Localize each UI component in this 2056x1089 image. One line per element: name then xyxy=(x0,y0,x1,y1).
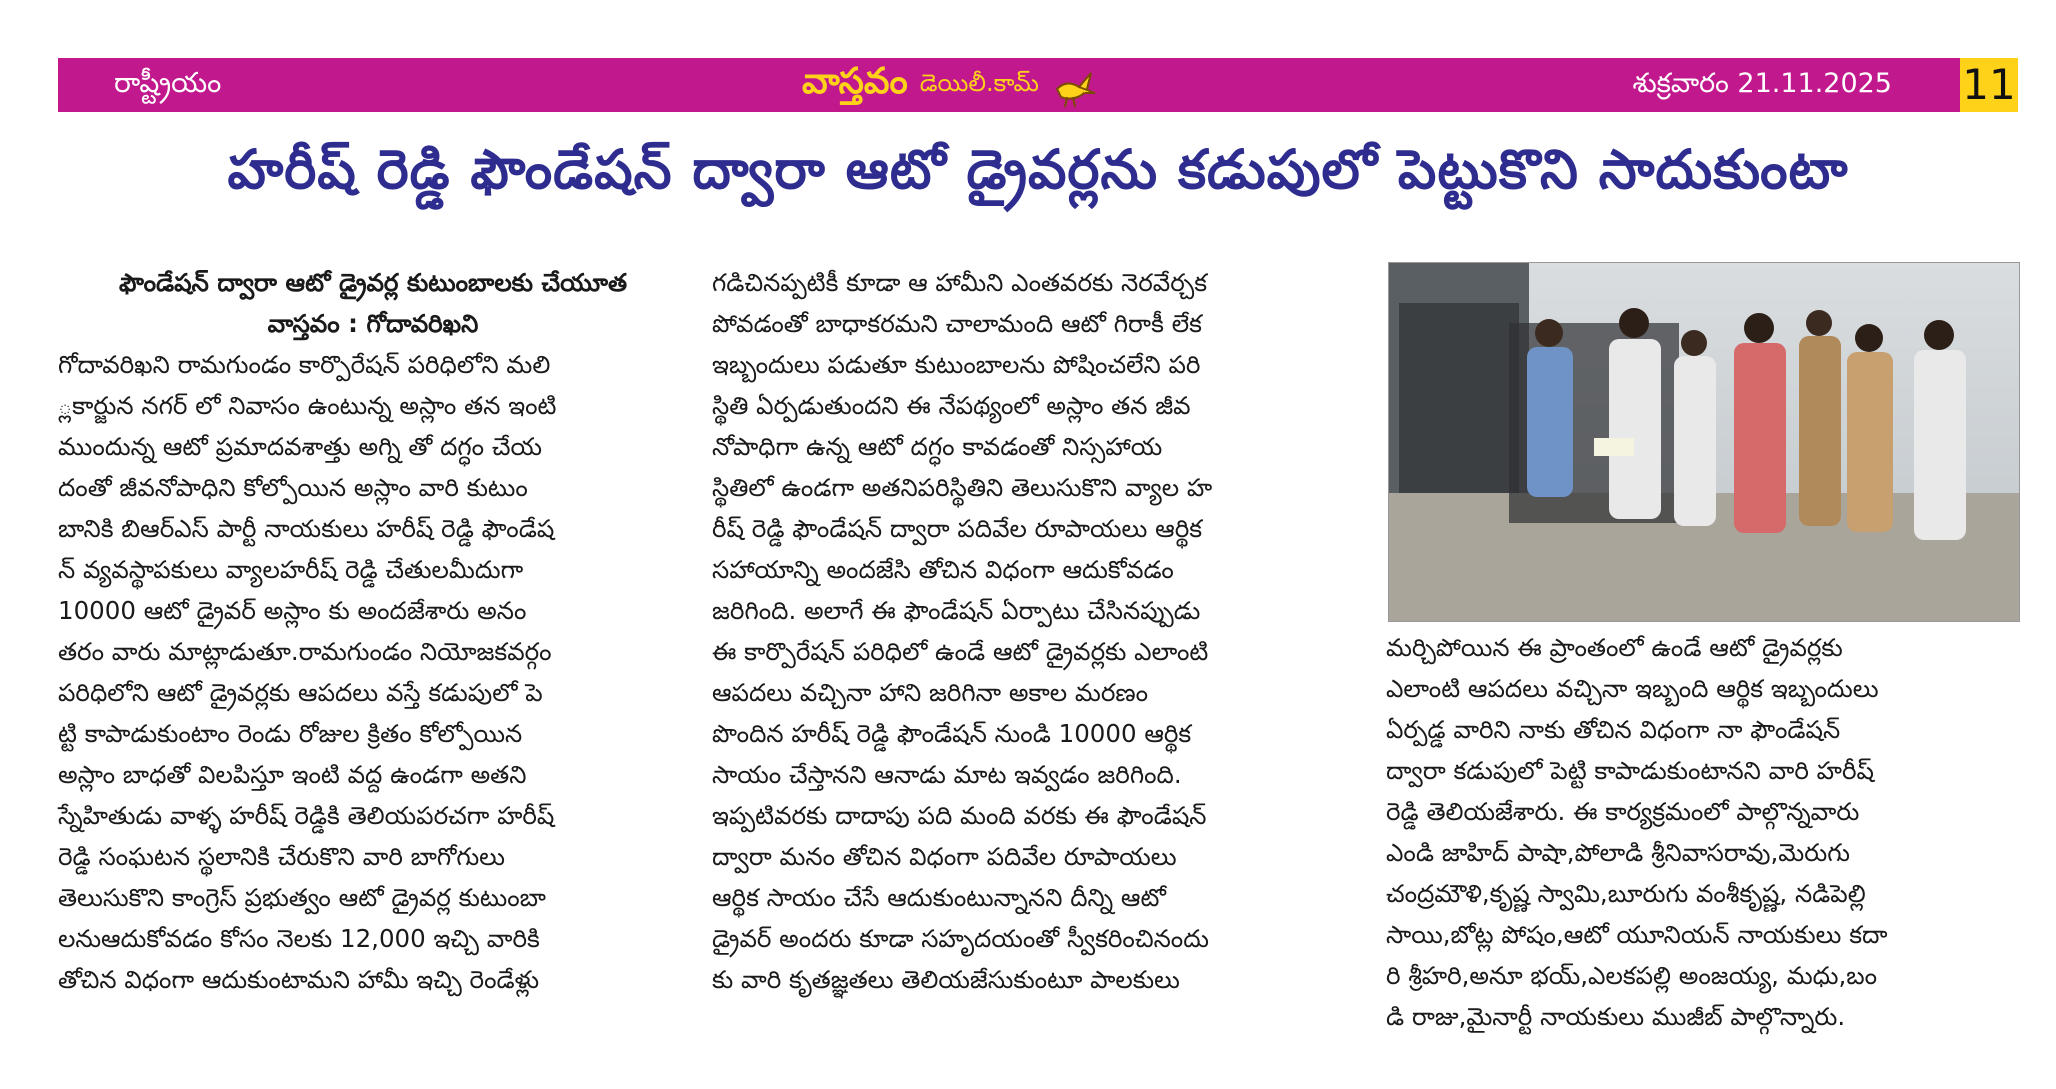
article-subheading: ఫౌండేషన్ ద్వారా ఆటో డ్రైవర్ల కుటుంబాలకు చేయూత xyxy=(118,268,628,297)
text-line: ఇప్పటివరకు దాదాపు పది మంది వరకు ఈ ఫౌండేషన్ xyxy=(712,801,1207,830)
text-line: తోచిన విధంగా ఆదుకుంటామని హామీ ఇచ్చి రెండేళ్లు xyxy=(58,965,540,994)
text-line: ఆర్థిక సాయం చేసే ఆదుకుంటున్నానని దీన్ని ఆటో xyxy=(712,883,1166,912)
text-line: స్థితి ఏర్పడుతుందని ఈ నేపథ్యంలో అస్లాం తన జీవ xyxy=(712,391,1191,420)
text-line: రి శ్రీహరి,అనూ భయ్,ఎలకపల్లి అంజయ్య, మధు,బం xyxy=(1386,961,1878,990)
text-line: పరిధిలోని ఆటో డ్రైవర్లకు ఆపదలు వస్తే కడుపులో పె xyxy=(58,678,543,707)
brand-domain: డెయిలీ.కామ్ xyxy=(919,68,1039,97)
headline: హరీష్ రెడ్డి ఫౌండేషన్ ద్వారా ఆటో డ్రైవర్లను కడుపులో పెట్టుకొని సాదుకుంటా xyxy=(227,138,1849,201)
text-line: ఇబ్బందులు పడుతూ కుటుంబాలను పోషించలేని పరి xyxy=(712,350,1201,379)
text-line: ఎలాంటి ఆపదలు వచ్చినా ఇబ్బంది ఆర్థిక ఇబ్బందులు xyxy=(1386,674,1879,703)
brand-name: వాస్తవం xyxy=(802,60,908,102)
text-line: న్ వ్యవస్థాపకులు వ్యాలహరీష్ రెడ్డి చేతులమీదుగా xyxy=(58,555,524,584)
text-line: ట్టి కాపాడుకుంటాం రెండు రోజుల క్రితం కోల్పోయిన xyxy=(58,719,523,748)
text-line: 10000 ఆటో డ్రైవర్ అస్లాం కు అందజేశారు అనం xyxy=(58,596,527,625)
text-line: రెడ్డి తెలియజేశారు. ఈ కార్యక్రమంలో పాల్గొన్నవారు xyxy=(1386,797,1860,826)
article-column-3 xyxy=(1386,627,2016,1037)
section-label: రాష్ట్రీయం xyxy=(114,66,222,99)
text-line: రీష్ రెడ్డి ఫౌండేషన్ ద్వారా పదివేల రూపాయలు ఆర్థిక xyxy=(712,514,1203,543)
text-line: డి రాజు,మైనార్టీ నాయకులు ముజీబ్ పాల్గొన్నారు. xyxy=(1386,1002,1846,1031)
text-line: గోదావరిఖని రామగుండం కార్పొరేషన్ పరిధిలోని మలి xyxy=(58,350,551,379)
text-line: ఈ కార్పొరేషన్ పరిధిలో ఉండే ఆటో డ్రైవర్లకు ఎలాంటి xyxy=(712,637,1209,666)
text-line: కు వారి కృతజ్ఞతలు తెలియజేసుకుంటూ పాలకులు xyxy=(712,965,1180,994)
text-line: అస్లాం బాధతో విలపిస్తూ ఇంటి వద్ద ఉండగా అతని xyxy=(58,760,527,789)
text-line: బానికి బిఆర్ఎస్ పార్టీ నాయకులు హరీష్ రెడ్డి ఫౌండేష xyxy=(58,514,555,543)
text-line: ఆపదలు వచ్చినా హాని జరిగినా అకాల మరణం xyxy=(712,678,1149,707)
text-line: పోవడంతో బాధాకరమని చాలామంది ఆటో గిరాకీ లేక xyxy=(712,309,1202,338)
page-number: 11 xyxy=(1960,58,2018,112)
article-column-1 xyxy=(58,262,688,1000)
text-line: మర్చిపోయిన ఈ ప్రాంతంలో ఉండే ఆటో డ్రైవర్లకు xyxy=(1386,633,1843,662)
text-line: సాయి,బోట్ల పోషం,ఆటో యూనియన్ నాయకులు కదా xyxy=(1386,920,1888,949)
text-line: రెడ్డి సంఘటన స్థలానికి చేరుకొని వారి బాగోగులు xyxy=(58,842,506,871)
text-line: డ్రైవర్ అందరు కూడా సహృదయంతో స్వీకరించినందు xyxy=(712,924,1209,953)
text-line: ముందున్న ఆటో ప్రమాదవశాత్తు అగ్ని తో దగ్ధం చేయ xyxy=(58,432,543,461)
dove-icon xyxy=(1051,63,1097,109)
text-line: సాయం చేస్తానని ఆనాడు మాట ఇవ్వడం జరిగింది. xyxy=(712,760,1182,789)
text-line: తరం వారు మాట్లాడుతూ.రామగుండం నియోజకవర్గం xyxy=(58,637,552,666)
text-line: పొందిన హరీష్ రెడ్డి ఫౌండేషన్ నుండి 10000 ఆర్థిక xyxy=(712,719,1192,748)
text-line: నోపాధిగా ఉన్న ఆటో దగ్ధం కావడంతో నిస్సహాయ xyxy=(712,432,1163,461)
text-line: స్నేహితుడు వాళ్ళ హరీష్ రెడ్డికి తెలియపరచగా హరీష్ xyxy=(58,801,555,830)
text-line: ్లకార్జున నగర్ లో నివాసం ఉంటున్న అస్లాం తన ఇంటి xyxy=(58,391,557,420)
text-line: ఏర్పడ్డ వారిని నాకు తోచిన విధంగా నా ఫౌండేషన్ xyxy=(1386,715,1841,744)
text-line: సహాయాన్ని అందజేసి తోచిన విధంగా ఆదుకోవడం xyxy=(712,555,1174,584)
text-line: జరిగింది. అలాగే ఈ ఫౌండేషన్ ఏర్పాటు చేసినప్పుడు xyxy=(712,596,1201,625)
text-line: దంతో జీవనోపాధిని కోల్పోయిన అస్లాం వారి కుటుం xyxy=(58,473,528,502)
article-column-2 xyxy=(712,262,1352,1000)
article-dateline: వాస్తవం : గోదావరిఖని xyxy=(267,309,479,338)
text-line: ద్వారా కడుపులో పెట్టి కాపాడుకుంటానని వారి హరీష్ xyxy=(1386,756,1874,785)
text-line: చంద్రమౌళి,కృష్ణ స్వామి,బూరుగు వంశీకృష్ణ, నడిపెల్లి xyxy=(1386,879,1866,908)
text-line: స్థితిలో ఉండగా అతనిపరిస్థితిని తెలుసుకొని వ్యాల హ xyxy=(712,473,1213,502)
news-photo xyxy=(1388,262,2020,622)
column-3-body xyxy=(1386,627,2016,1037)
text-line: లనుఆదుకోవడం కోసం నెలకు 12,000 ఇచ్చి వారికి xyxy=(58,924,540,953)
text-line: తెలుసుకొని కాంగ్రెస్ ప్రభుత్వం ఆటో డ్రైవర్ల కుటుంబా xyxy=(58,883,546,912)
photo-illustration xyxy=(1389,263,2019,621)
text-line: ఎండి జాహిద్ పాషా,పోలాడి శ్రీనివాసరావు,మెరుగు xyxy=(1386,838,1850,867)
issue-date: శుక్రవారం 21.11.2025 xyxy=(1632,68,1892,99)
masthead-band xyxy=(58,58,2018,112)
brand xyxy=(802,60,1097,111)
text-line: ద్వారా మనం తోచిన విధంగా పదివేల రూపాయలు xyxy=(712,842,1177,871)
column-1-body xyxy=(58,344,688,1000)
column-2-body xyxy=(712,262,1352,1000)
text-line: గడిచినప్పటికీ కూడా ఆ హామీని ఎంతవరకు నెరవేర్చక xyxy=(712,268,1207,297)
